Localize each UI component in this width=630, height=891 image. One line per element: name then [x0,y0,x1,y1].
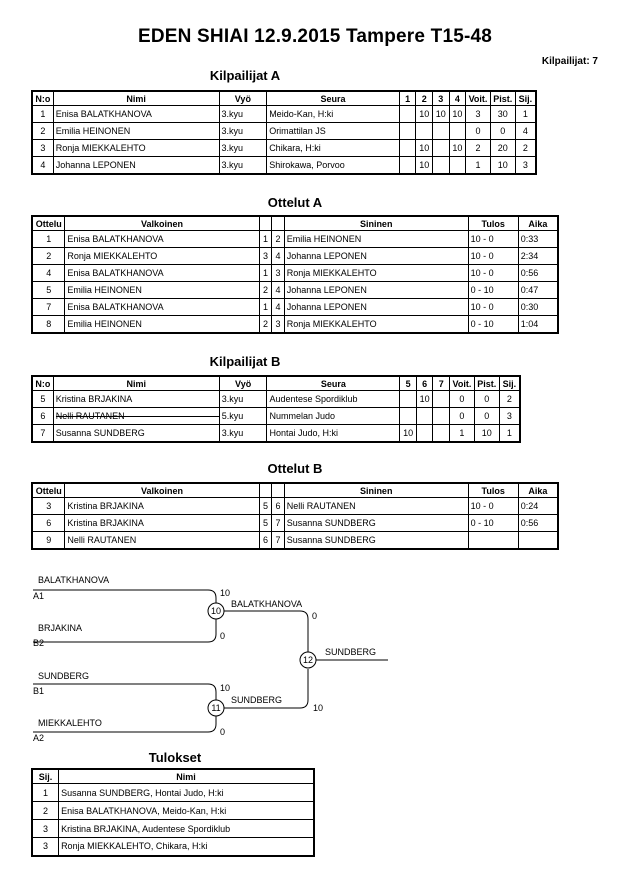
cell-no: 5 [32,391,53,408]
bracket-line [33,590,216,603]
cell-white: Emilia HEINONEN [65,282,259,299]
bracket-name: BRJAKINA [38,623,83,633]
cell-points: 0 [474,391,499,408]
cell-result: 0 - 10 [468,282,518,299]
cell-name: Johanna LEPONEN [53,157,219,175]
col-header: 6 [416,376,433,391]
col-header: Seura [267,91,400,106]
cell-no: 1 [32,106,53,123]
col-header: Nimi [53,376,219,391]
cell-club: Orimattilan JS [267,123,400,140]
cell-points: 30 [490,106,515,123]
cell-no: 4 [32,157,53,175]
cell-place: 3 [32,838,59,856]
competitors-a-heading: Kilpailijat A [209,68,281,83]
cell-no: 7 [32,425,53,443]
cell-name: Ronja MIEKKALEHTO, Chikara, H:ki [59,838,314,856]
cell-club: Shirokawa, Porvoo [267,157,400,175]
cell-match: 2 [32,248,65,265]
bracket-score: 10 [220,588,231,598]
cell-name: Kristina BRJAKINA [53,391,219,408]
cell-match: 7 [32,299,65,316]
col-header: Valkoinen [65,216,259,231]
cell-white: Enisa BALATKHANOVA [65,265,259,282]
table-row [32,820,314,838]
bracket-name: BALATKHANOVA [38,575,110,585]
col-header: Voit. [466,91,491,106]
cell-club: Nummelan Judo [267,408,400,425]
cell-wins: 0 [466,123,491,140]
cell-wins: 3 [466,106,491,123]
cell-score: 10 [416,157,433,175]
col-header: Sininen [284,216,468,231]
bracket-score: 0 [312,611,318,621]
cell-match: 9 [32,532,65,550]
col-header: N:o [32,376,53,391]
match-number: 12 [302,655,313,665]
cell-blue-no: 7 [272,532,285,550]
table-row [32,784,314,802]
cell-wins: 1 [450,425,475,443]
cell-blue-no: 6 [272,498,285,515]
cell-white-no: 5 [259,498,272,515]
bracket-winner: BALATKHANOVA [231,599,303,609]
cell-white-no: 6 [259,532,272,550]
cell-score: 10 [449,106,466,123]
cell-points: 10 [490,157,515,175]
bracket-name: MIEKKALEHTO [38,718,102,728]
cell-club: Meido-Kan, H:ki [267,106,400,123]
cell-blue: Susanna SUNDBERG [284,532,468,550]
col-header: Sij. [515,91,536,106]
bracket-score: 0 [220,727,226,737]
cell-club: Audentese Spordiklub [267,391,400,408]
cell-name: Susanna SUNDBERG, Hontai Judo, H:ki [59,784,314,802]
bracket-line [33,684,216,700]
cell-score: 10 [432,106,449,123]
col-header: Ottelu [32,216,65,231]
cell-blue-no: 3 [272,316,285,334]
cell-match: 4 [32,265,65,282]
bracket-score: 10 [220,683,231,693]
cell-score: 10 [416,106,433,123]
cell-place: 4 [515,123,536,140]
col-header: Sij. [32,769,59,784]
cell-belt: 3.kyu [219,140,267,157]
cell-blue-no: 4 [272,248,285,265]
cell-match: 8 [32,316,65,334]
cell-blue: Johanna LEPONEN [284,248,468,265]
table-row [32,802,314,820]
cell-place: 1 [515,106,536,123]
col-header: 3 [432,91,449,106]
col-header: 7 [433,376,450,391]
col-header: Tulos [468,483,518,498]
cell-blue: Johanna LEPONEN [284,299,468,316]
col-header: 5 [400,376,417,391]
cell-white: Emilia HEINONEN [65,316,259,334]
cell-belt: 3.kyu [219,157,267,175]
col-header: Ottelu [32,483,65,498]
cell-score: 10 [449,140,466,157]
cell-result: 10 - 0 [468,299,518,316]
match-number: 11 [211,703,221,713]
cell-name: Nelli RAUTANEN [55,411,125,421]
cell-white-no: 1 [259,265,272,282]
cell-place: 3 [515,157,536,175]
competitor-count: Kilpailijat: 7 [541,56,598,67]
cell-name: Kristina BRJAKINA, Audentese Spordiklub [59,820,314,838]
col-header: Aika [518,483,558,498]
col-header: Tulos [468,216,518,231]
cell-blue-no: 4 [272,299,285,316]
cell-name: Emilia HEINONEN [53,123,219,140]
cell-points: 10 [474,425,499,443]
cell-time: 2:34 [518,248,558,265]
cell-belt: 3.kyu [219,391,267,408]
cell-white-no: 2 [259,282,272,299]
matches-a-heading: Ottelut A [267,195,323,210]
match-number: 10 [210,606,221,616]
cell-name: Enisa BALATKHANOVA, Meido-Kan, H:ki [59,802,314,820]
bracket-winner: SUNDBERG [231,695,283,705]
col-header: 4 [449,91,466,106]
cell-result: 0 - 10 [468,515,518,532]
cell-place: 1 [32,784,59,802]
cell-wins: 0 [450,408,475,425]
cell-white-no: 3 [259,248,272,265]
col-header: 1 [399,91,416,106]
col-header: Sininen [284,483,468,498]
cell-blue: Nelli RAUTANEN [284,498,468,515]
col-header: Vyö [219,376,267,391]
cell-time: 0:33 [518,231,558,248]
cell-blue: Susanna SUNDBERG [284,515,468,532]
cell-wins: 1 [466,157,491,175]
cell-white: Nelli RAUTANEN [65,532,259,550]
competitors-b-heading: Kilpailijat B [209,354,281,369]
cell-blue: Emilia HEINONEN [284,231,468,248]
cell-no: 3 [32,140,53,157]
cell-points: 20 [490,140,515,157]
cell-result: 0 - 10 [468,316,518,334]
col-header: Seura [267,376,400,391]
cell-no: 2 [32,123,53,140]
bracket-winner: SUNDBERG [325,647,377,657]
col-header: Aika [518,216,558,231]
col-header: Pist. [474,376,499,391]
results-table [31,768,315,857]
cell-match: 1 [32,231,65,248]
cell-blue-no: 7 [272,515,285,532]
cell-wins: 0 [450,391,475,408]
bracket-seed: A2 [33,733,45,743]
cell-result: 10 - 0 [468,231,518,248]
cell-white-no: 5 [259,515,272,532]
col-header: Nimi [53,91,219,106]
cell-points: 0 [474,408,499,425]
bracket-seed: B2 [33,638,45,648]
cell-wins: 2 [466,140,491,157]
cell-score: 10 [416,391,433,408]
cell-blue: Ronja MIEKKALEHTO [284,265,468,282]
cell-place: 3 [32,820,59,838]
cell-blue-no: 4 [272,282,285,299]
cell-result: 10 - 0 [468,498,518,515]
cell-place: 2 [515,140,536,157]
col-header: Vyö [219,91,267,106]
col-header: 2 [416,91,433,106]
cell-match: 6 [32,515,65,532]
cell-club: Chikara, H:ki [267,140,400,157]
col-header: Voit. [450,376,475,391]
table-row [32,838,314,856]
cell-place: 2 [32,802,59,820]
cell-white: Ronja MIEKKALEHTO [65,248,259,265]
cell-blue-no: 2 [272,231,285,248]
cell-blue: Johanna LEPONEN [284,282,468,299]
cell-club: Hontai Judo, H:ki [267,425,400,443]
cell-place: 3 [499,408,520,425]
bracket-seed: A1 [33,591,45,601]
cell-time: 0:24 [518,498,558,515]
cell-time: 0:56 [518,515,558,532]
cell-belt: 3.kyu [219,106,267,123]
cell-points: 0 [490,123,515,140]
cell-belt: 5.kyu [219,408,267,425]
cell-white: Kristina BRJAKINA [65,515,259,532]
col-header: Nimi [59,769,314,784]
cell-place: 2 [499,391,520,408]
cell-result: 10 - 0 [468,248,518,265]
cell-white: Enisa BALATKHANOVA [65,231,259,248]
bracket-seed: B1 [33,686,45,696]
cell-result: 10 - 0 [468,265,518,282]
bracket-name: SUNDBERG [38,671,90,681]
cell-match: 3 [32,498,65,515]
cell-time: 0:47 [518,282,558,299]
cell-name: Enisa BALATKHANOVA [53,106,219,123]
cell-white: Enisa BALATKHANOVA [65,299,259,316]
cell-score: 10 [400,425,417,443]
cell-belt: 3.kyu [219,123,267,140]
cell-white: Kristina BRJAKINA [65,498,259,515]
cell-blue: Ronja MIEKKALEHTO [284,316,468,334]
cell-white-no: 1 [259,231,272,248]
col-header: Sij. [499,376,520,391]
bracket-score: 0 [220,631,226,641]
cell-time: 0:30 [518,299,558,316]
matches-b-heading: Ottelut B [267,461,323,476]
col-header: Valkoinen [65,483,259,498]
bracket-score: 10 [313,703,324,713]
cell-match: 5 [32,282,65,299]
bracket-line [224,611,308,652]
cell-name: Susanna SUNDBERG [53,425,219,443]
col-header: N:o [32,91,53,106]
cell-time: 0:56 [518,265,558,282]
col-header: Pist. [490,91,515,106]
cell-white-no: 2 [259,316,272,334]
cell-name: Ronja MIEKKALEHTO [53,140,219,157]
cell-white-no: 1 [259,299,272,316]
cell-belt: 3.kyu [219,425,267,443]
cell-no: 6 [32,408,53,425]
cell-time: 1:04 [518,316,558,334]
page-title: EDEN SHIAI 12.9.2015 Tampere T15-48 [137,26,493,47]
results-heading: Tulokset [148,750,202,765]
table-header-row [32,769,314,784]
cell-blue-no: 3 [272,265,285,282]
cell-score: 10 [416,140,433,157]
cell-place: 1 [499,425,520,443]
